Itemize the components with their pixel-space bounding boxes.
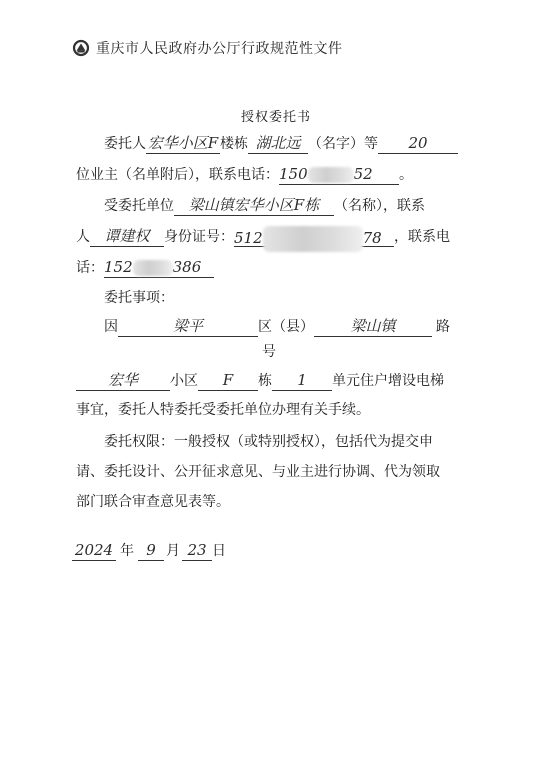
label-principal: 委托人 bbox=[104, 136, 146, 152]
label-because: 因 bbox=[104, 319, 118, 335]
label-road: 路 bbox=[436, 319, 450, 335]
label-contact-phone: ，联系电 bbox=[394, 229, 450, 245]
handwritten-principal-name: 宏华小区F bbox=[147, 134, 219, 152]
signing-date bbox=[72, 540, 226, 561]
line-matters-end: 事宜，委托人特委托受委托单位办理有关手续。 bbox=[76, 402, 370, 418]
handwritten-phone-end: 52 bbox=[353, 165, 373, 183]
label-id-number: 身份证号： bbox=[164, 229, 234, 245]
handwritten-id-start: 512 bbox=[234, 229, 263, 247]
line-agent-person bbox=[76, 226, 450, 247]
handwritten-agent-person: 谭建权 bbox=[104, 227, 150, 245]
redacted-id bbox=[263, 226, 363, 252]
matters-heading: 委托事项： bbox=[104, 290, 174, 306]
line-agent-unit bbox=[104, 195, 425, 216]
handwritten-day: 23 bbox=[187, 541, 207, 559]
document-title: 授权委托书 bbox=[240, 110, 311, 125]
document-header bbox=[72, 38, 343, 58]
label-building-2: 栋 bbox=[258, 373, 272, 389]
label-year: 年 bbox=[120, 543, 134, 559]
handwritten-id-end: 78 bbox=[362, 229, 382, 247]
label-community: 小区 bbox=[170, 373, 198, 389]
label-day: 日 bbox=[212, 543, 226, 559]
handwritten-agent-phone-end: 386 bbox=[172, 258, 202, 276]
label-building: 楼栋 bbox=[220, 136, 248, 152]
handwritten-phone-start: 150 bbox=[279, 165, 308, 183]
handwritten-month: 9 bbox=[146, 541, 156, 559]
label-number: 号 bbox=[262, 344, 276, 360]
line-principal bbox=[104, 133, 458, 154]
label-unit-contact: （名称），联系 bbox=[334, 198, 425, 214]
line-community bbox=[76, 370, 444, 391]
handwritten-town: 梁山镇 bbox=[350, 317, 396, 335]
authority-line-2: 请、委托设计、公开征求意见、与业主进行协调、代为领取 bbox=[76, 464, 440, 480]
handwritten-building-owner: 湖北远 bbox=[255, 134, 301, 152]
handwritten-building-letter: F bbox=[222, 371, 234, 389]
handwritten-agent-unit: 梁山镇宏华小区F栋 bbox=[188, 196, 320, 214]
national-emblem-icon bbox=[72, 39, 90, 57]
label-phone: 话： bbox=[76, 260, 104, 276]
label-owners-phone: 位业主（名单附后），联系电话： bbox=[76, 167, 279, 183]
redacted-phone bbox=[308, 167, 354, 183]
label-person: 人 bbox=[76, 229, 90, 245]
handwritten-unit-number: 1 bbox=[297, 371, 307, 389]
handwritten-year: 2024 bbox=[74, 541, 114, 559]
authority-line-3: 部门联合审查意见表等。 bbox=[76, 494, 230, 510]
label-elevator: 单元住户增设电梯 bbox=[332, 373, 444, 389]
label-agent-unit: 受委托单位 bbox=[104, 198, 174, 214]
period: 。 bbox=[399, 167, 413, 183]
line-reason bbox=[104, 316, 450, 337]
handwritten-community: 宏华 bbox=[107, 371, 138, 389]
label-district-county: 区（县） bbox=[258, 319, 314, 335]
handwritten-owner-count: 20 bbox=[408, 134, 428, 152]
redacted-agent-phone bbox=[133, 260, 173, 276]
authority-line-1: 委托权限：一般授权（或特别授权），包括代为提交申 bbox=[104, 434, 433, 450]
label-month: 月 bbox=[166, 543, 180, 559]
handwritten-district: 梁平 bbox=[172, 317, 203, 335]
line-owners-phone bbox=[76, 164, 413, 185]
header-title: 重庆市人民政府办公厅行政规范性文件 bbox=[96, 41, 343, 57]
handwritten-agent-phone-start: 152 bbox=[104, 258, 133, 276]
label-name-etc: （名字）等 bbox=[308, 136, 378, 152]
line-agent-phone bbox=[76, 257, 214, 278]
